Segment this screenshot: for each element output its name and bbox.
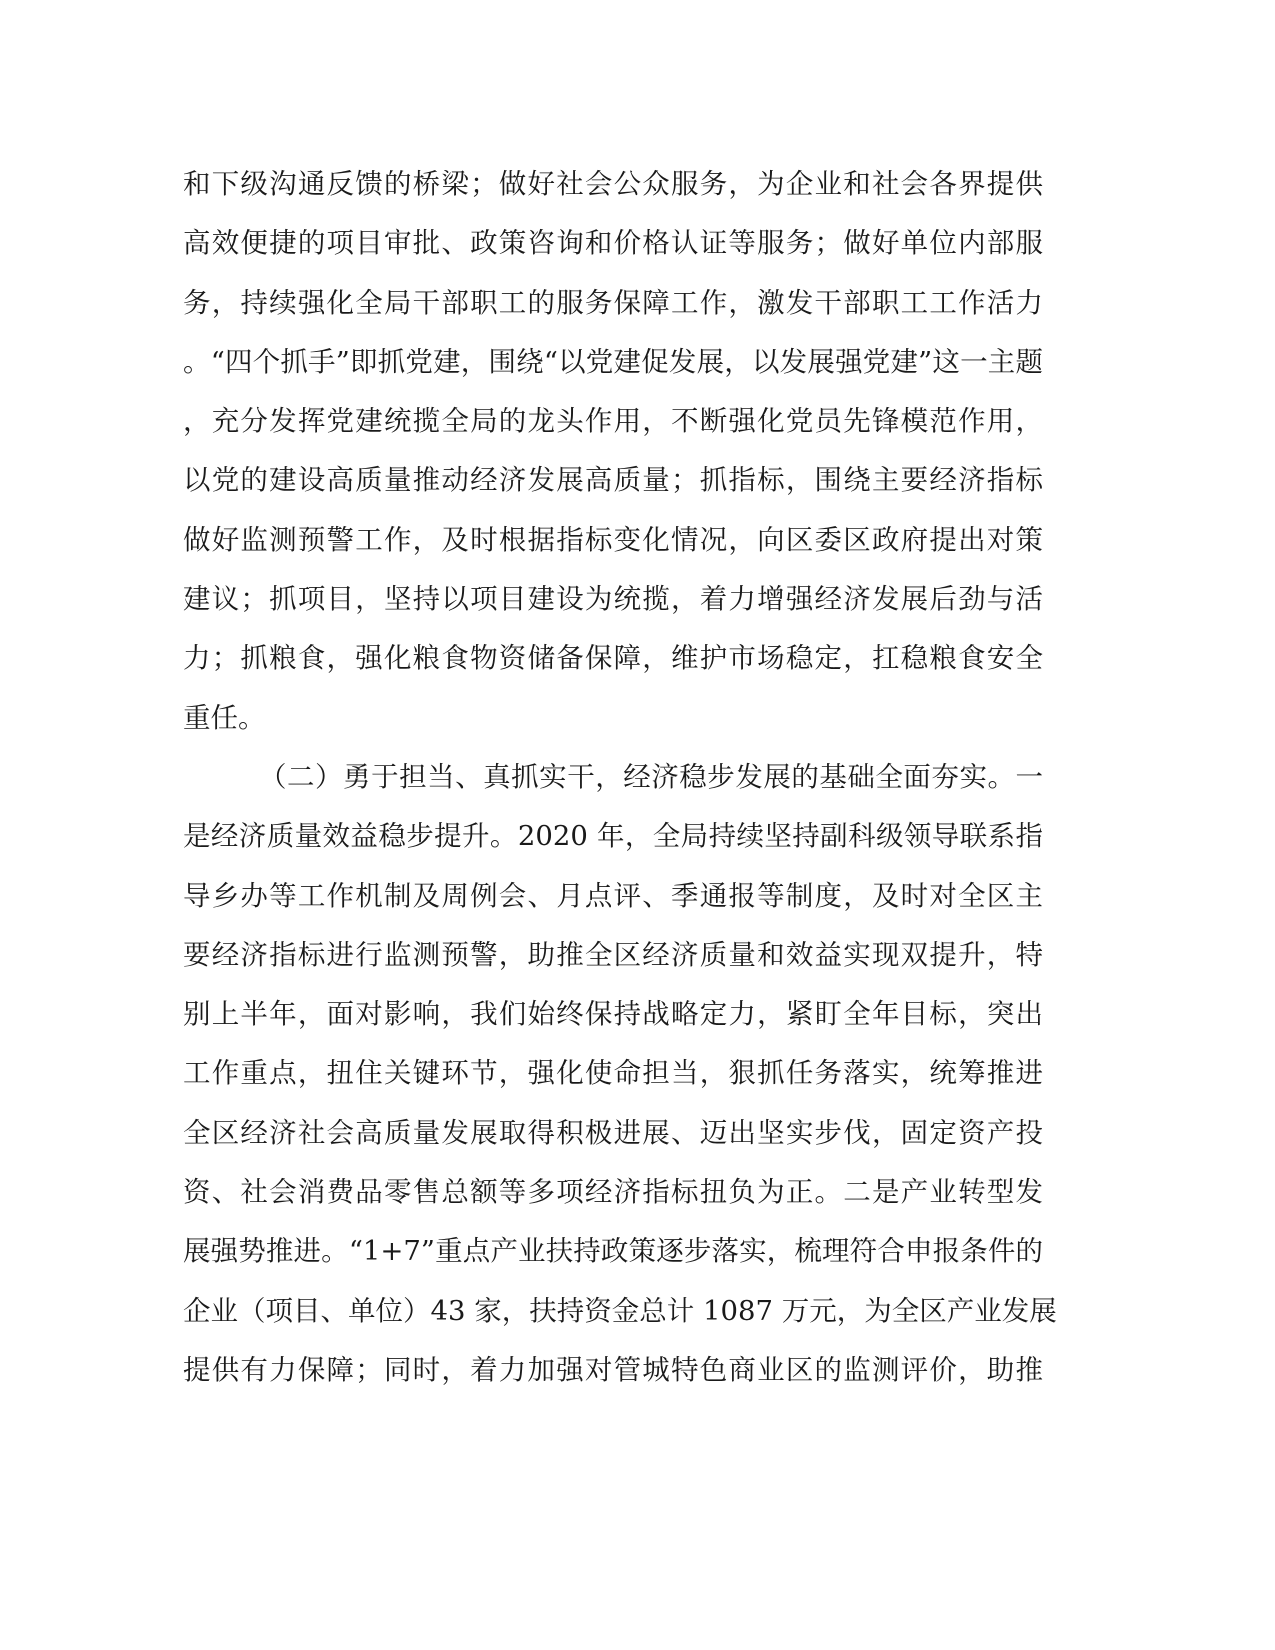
text-line: 以党的建设高质量推动经济发展高质量；抓指标，围绕主要经济指标 [183,464,1043,497]
text-line: 做好监测预警工作，及时根据指标变化情况，向区委区政府提出对策 [183,523,1043,556]
text-line: 力；抓粮食，强化粮食物资储备保障，维护市场稳定，扛稳粮食安全 [183,642,1043,675]
body-text [183,155,1057,1400]
text-line: 高效便捷的项目审批、政策咨询和价格认证等服务；做好单位内部服 [183,227,1043,260]
text-line: 重任。 [183,701,266,734]
text-line: 导乡办等工作机制及周例会、月点评、季通报等制度，及时对全区主 [183,879,1043,912]
text-line: 建议；抓项目，坚持以项目建设为统揽，着力增强经济发展后劲与活 [183,583,1043,616]
text-line: 企业（项目、单位）43 家，扶持资金总计 1087 万元，为全区产业发展 [183,1294,1057,1327]
text-line: 和下级沟通反馈的桥梁；做好社会公众服务，为企业和社会各界提供 [183,168,1043,200]
text-line: 务，持续强化全局干部职工的服务保障工作，激发干部职工工作活力 [183,286,1043,319]
text-line: 工作重点，扭住关键环节，强化使命担当，狠抓任务落实，统筹推进 [183,1057,1043,1090]
text-line: 展强势推进。“1+7”重点产业扶持政策逐步落实，梳理符合申报条件的 [183,1235,1043,1268]
text-line: 别上半年，面对影响，我们始终保持战略定力，紧盯全年目标，突出 [183,998,1043,1031]
text-line: ，充分发挥党建统揽全局的龙头作用，不断强化党员先锋模范作用， [183,405,1043,438]
text-line: 资、社会消费品零售总额等多项经济指标扭负为正。二是产业转型发 [183,1176,1043,1209]
text-line: 要经济指标进行监测预警，助推全区经济质量和效益实现双提升，特 [183,938,1043,971]
text-line: （二）勇于担当、真抓实干，经济稳步发展的基础全面夯实。一 [259,760,1043,793]
text-line: 提供有力保障；同时，着力加强对管城特色商业区的监测评价，助推 [183,1353,1043,1386]
text-line: 全区经济社会高质量发展取得积极进展、迈出坚实步伐，固定资产投 [183,1116,1043,1149]
text-line: 。“四个抓手”即抓党建，围绕“以党建促发展，以发展强党建”这一主题 [183,345,1043,378]
text-line: 是经济质量效益稳步提升。2020 年，全局持续坚持副科级领导联系指 [183,820,1043,853]
